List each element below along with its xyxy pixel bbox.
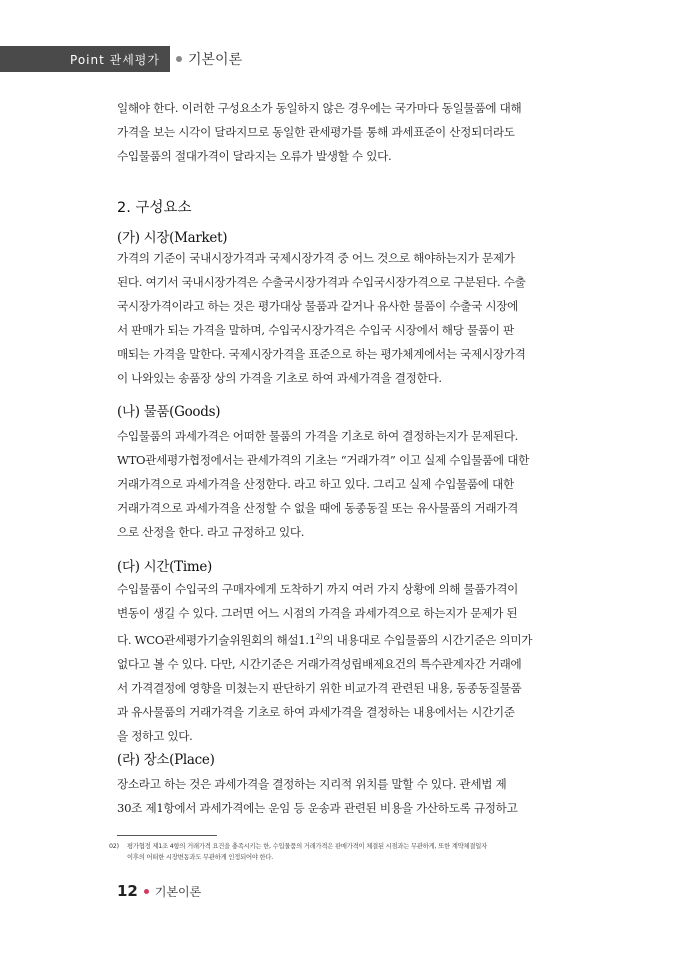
footer-title: 기본이론	[154, 884, 202, 899]
intro-paragraph: 일해야 한다. 이러한 구성요소가 동일하지 않은 경우에는 국가마다 동일물품에 대해 가격을 보는 시각이 달라지므로 동일한 관세평가를 통해 과세표준이 산정되더라도 수입물품의 절대가격이 달라지는 오류가 발생할 수 있다.	[117, 101, 522, 163]
paragraph-time	[117, 577, 587, 748]
footnote-reference[interactable]: 2)	[315, 633, 323, 641]
paragraph-market: 가격의 기준이 국내시장가격과 국제시장가격 중 어느 것으로 해야하는지가 문제가 된다. 여기서 국내시장가격은 수출국시장가격과 수입국시장가격으로 구분된다. 수출 국시장가격이라고 하는 것은 평가대상 물품과 같거나 유사한 물품이 수출국 시장에 서 판매가 되는 가격을 말하며, 수입국시장가격은 수입국 시장에서 해당 물품이 판 매되는 가격을 말한다. 국제시장가격을 표준으로 하는 평가체계에서는 국제시장가격 이 나와있는 송품장 상의 가격을 기초로 하여 과세가격을 결정한다.	[117, 251, 526, 385]
footnote-divider	[117, 835, 217, 836]
subsection-title-time: (다) 시간(Time)	[117, 559, 212, 575]
running-header	[0, 46, 242, 72]
footnote	[109, 841, 587, 863]
footnote-number: 02)	[109, 843, 119, 850]
paragraph-time-part1: 수입물품이 수입국의 구매자에게 도착하기 까지 여러 가지 상황에 의해 물품가격이 변동이 생길 수 있다. 그러면 어느 시점의 가격을 과세가격으로 하는지가 문제가 된 다. WCO관세평가기술위원회의 해설1.1	[117, 582, 519, 647]
paragraph-goods: 수입물품의 과세가격은 어떠한 물품의 가격을 기초로 하여 결정하는지가 문제된다. WTO관세평가협정에서는 관세가격의 기초는 “거래가격” 이고 실제 수입물품에 대한 거래가격으로 과세가격을 산정한다. 라고 하고 있다. 그리고 실제 수입물품에 대한 거래가격으로 과세가격을 산정할 수 없을 때에 동종동질 또는 유사물품의 거래가격 으로 산정을 한다. 라고 규정하고 있다.	[117, 429, 529, 539]
section-label: Point 관세평가	[0, 46, 170, 72]
subsection-title-market: (가) 시장(Market)	[117, 230, 228, 246]
subsection-title-goods: (나) 물품(Goods)	[117, 404, 221, 420]
paragraph-time-part2: 의 내용대로 수입물품의 시간기준은 의미가 없다고 볼 수 있다. 다만, 시간기준은 거래가격성립배제요건의 특수관계자간 거래에 서 가격결정에 영향을 미쳤는지 판단하기 위한 비교가격 관련된 내용, 동종동질물품 과 유사물품의 거래가격을 기초로 하여 과세가격을 결정하는 내용에서는 시간기준 을 정하고 있다.	[117, 632, 533, 743]
page-footer	[117, 882, 201, 900]
paragraph-place: 장소라고 하는 것은 과세가격을 결정하는 지리적 위치를 말할 수 있다. 관세법 제 30조 제1항에서 과세가격에는 운임 등 운송과 관련된 비용을 가산하도록 규정하고	[117, 777, 518, 815]
footer-dot-icon	[144, 889, 149, 894]
section-heading: 2. 구성요소	[117, 200, 192, 216]
footnote-text: 평가협정 제1조 4항의 거래가격 요건을 충족시키는 한, 수입물품의 거래가격은 판매가격이 체결된 시점과는 무관하게, 또한 계약체결일자 이후의 어떠한 시장변동과도 무관하게 인정되어야 한다.	[127, 843, 487, 861]
header-title: 기본이론	[188, 52, 243, 68]
header-dot-icon	[176, 56, 182, 62]
subsection-title-place: (라) 장소(Place)	[117, 752, 215, 768]
page-number: 12	[117, 882, 138, 900]
